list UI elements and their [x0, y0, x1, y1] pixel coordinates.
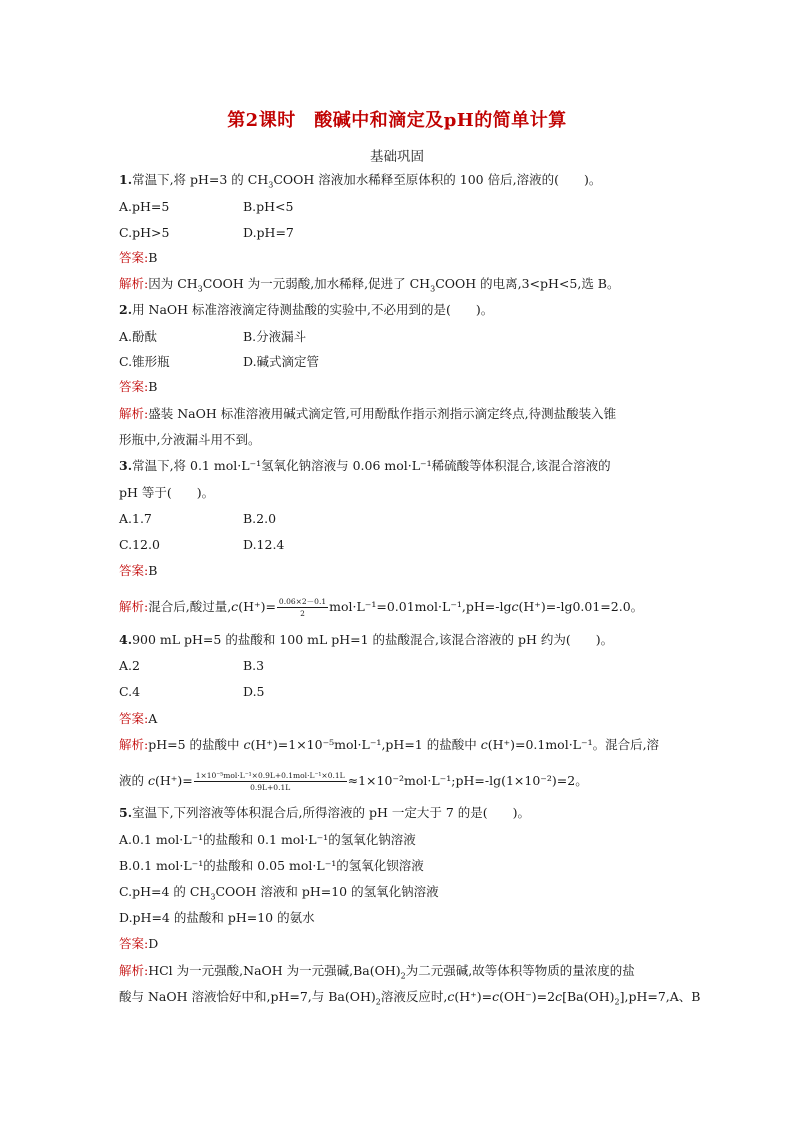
section-heading: 基础巩固 — [370, 149, 424, 165]
page-title: 第2课时 酸碱中和滴定及pH的简单计算 — [227, 110, 567, 131]
q4-fraction: $\frac{\text{1×10⁻⁵mol·L⁻¹×0.9L+0.1mol·L⁻¹×0.1L}}{0.9L+0.1L}$ — [195, 771, 345, 792]
q2-explanation-line1: 解析:盛装 NaOH 标准溶液用碱式滴定管,可用酚酞作指示剂指示滴定终点,待测盐酸装入锥 — [119, 406, 617, 421]
q5-answer: 答案:D — [119, 936, 159, 951]
q4-explanation-line2: 液的 c(H⁺)= $\frac{\text{1×10⁻⁵mol·L⁻¹×0.9L+0.1mol·L⁻¹×0.1L}}{0.9L+0.1L}$ ≈1×10⁻²mol·L⁻¹;pH=-lg(1×10⁻²)=2。 — [119, 771, 588, 792]
q1-option-b: B.pH<5 — [243, 199, 294, 214]
q1-option-d: D.pH=7 — [243, 225, 294, 240]
q2-option-a: A.酚酞 — [119, 329, 158, 344]
q3-explanation: 解析:混合后,酸过量,c(H⁺)= $\frac{0.06\times 2-0.1}{2}$ mol·L⁻¹=0.01mol·L⁻¹,pH=-lgc(H⁺)=-lg0.01=2.0。 — [119, 597, 644, 618]
q5-option-d: D.pH=4 的盐酸和 pH=10 的氨水 — [119, 910, 315, 925]
q5-explanation-line2: 酸与 NaOH 溶液恰好中和,pH=7,与 $Ba(OH)_2$溶液反应时$,c(H^+)=c(OH^-)=2c[Ba(OH)_2],pH=7,A$、B — [119, 989, 701, 1007]
q2-explanation-line2: 形瓶中,分液漏斗用不到。 — [119, 432, 261, 447]
question-3-stem-line2: pH 等于( )。 — [119, 485, 215, 500]
q4-option-b: B.3 — [243, 658, 265, 673]
q3-option-c: C.12.0 — [119, 537, 160, 552]
q2-answer: 答案:B — [119, 379, 158, 394]
q5-option-a: A.0.1 mol·L⁻¹的盐酸和 0.1 mol·L⁻¹的氢氧化钠溶液 — [119, 832, 416, 847]
q5-explanation-line1: 解析:HCl 为一元强酸,NaOH 为一元强碱$,Ba(OH)_2$为二元强碱,故等体积等物质的量浓度的盐 — [119, 963, 635, 981]
q4-option-c: C.4 — [119, 684, 141, 699]
q3-answer: 答案:B — [119, 563, 158, 578]
q4-option-d: D.5 — [243, 684, 265, 699]
q3-option-d: D.12.4 — [243, 537, 285, 552]
q2-option-b: B.分液漏斗 — [243, 329, 307, 344]
q1-option-a: A.pH=5 — [119, 199, 170, 214]
q3-fraction: $\frac{0.06\times 2-0.1}{2}$ — [278, 597, 327, 618]
q2-option-c: C.锥形瓶 — [119, 354, 170, 369]
question-3-stem-line1: 3.常温下,将 0.1 mol·L⁻¹氢氧化钠溶液与 0.06 mol·L⁻¹稀硫酸等体积混合,该混合溶液的 — [119, 458, 611, 473]
q3-option-a: A.1.7 — [119, 511, 152, 526]
question-5-stem: 5.室温下,下列溶液等体积混合后,所得溶液的 pH 一定大于 7 的是( )。 — [119, 805, 531, 820]
q1-explanation: 解析:因为 $CH_3COOH$ 为一元弱酸,加水稀释,促进了 $CH_3COOH$ 的电离,3<pH<5,选 B。 — [119, 276, 620, 294]
q2-option-d: D.碱式滴定管 — [243, 354, 320, 369]
q4-answer: 答案:A — [119, 711, 158, 726]
question-1-stem: 1.常温下,将 pH=3 的 $CH_3COOH$ 溶液加水稀释至原体积的 100 倍后,溶液的( )。 — [119, 172, 602, 190]
q3-option-b: B.2.0 — [243, 511, 277, 526]
question-2-stem: 2.用 NaOH 标准溶液滴定待测盐酸的实验中,不必用到的是( )。 — [119, 302, 494, 317]
question-4-stem: 4.900 mL pH=5 的盐酸和 100 mL pH=1 的盐酸混合,该混合溶液的 pH 约为( )。 — [119, 632, 614, 647]
q4-option-a: A.2 — [119, 658, 140, 673]
q5-option-b: B.0.1 mol·L⁻¹的盐酸和 0.05 mol·L⁻¹的氢氧化钡溶液 — [119, 858, 424, 873]
q1-option-c: C.pH>5 — [119, 225, 170, 240]
q4-explanation-line1: 解析:pH=5 的盐酸中 c(H⁺)=1×10⁻⁵mol·L⁻¹,pH=1 的盐酸中 c(H⁺)=0.1mol·L⁻¹。混合后,溶 — [119, 737, 660, 752]
q1-answer: 答案:B — [119, 250, 158, 265]
q5-option-c: C.pH=4 的 $CH_3COOH$ 溶液和 pH=10 的氢氧化钠溶液 — [119, 884, 439, 902]
